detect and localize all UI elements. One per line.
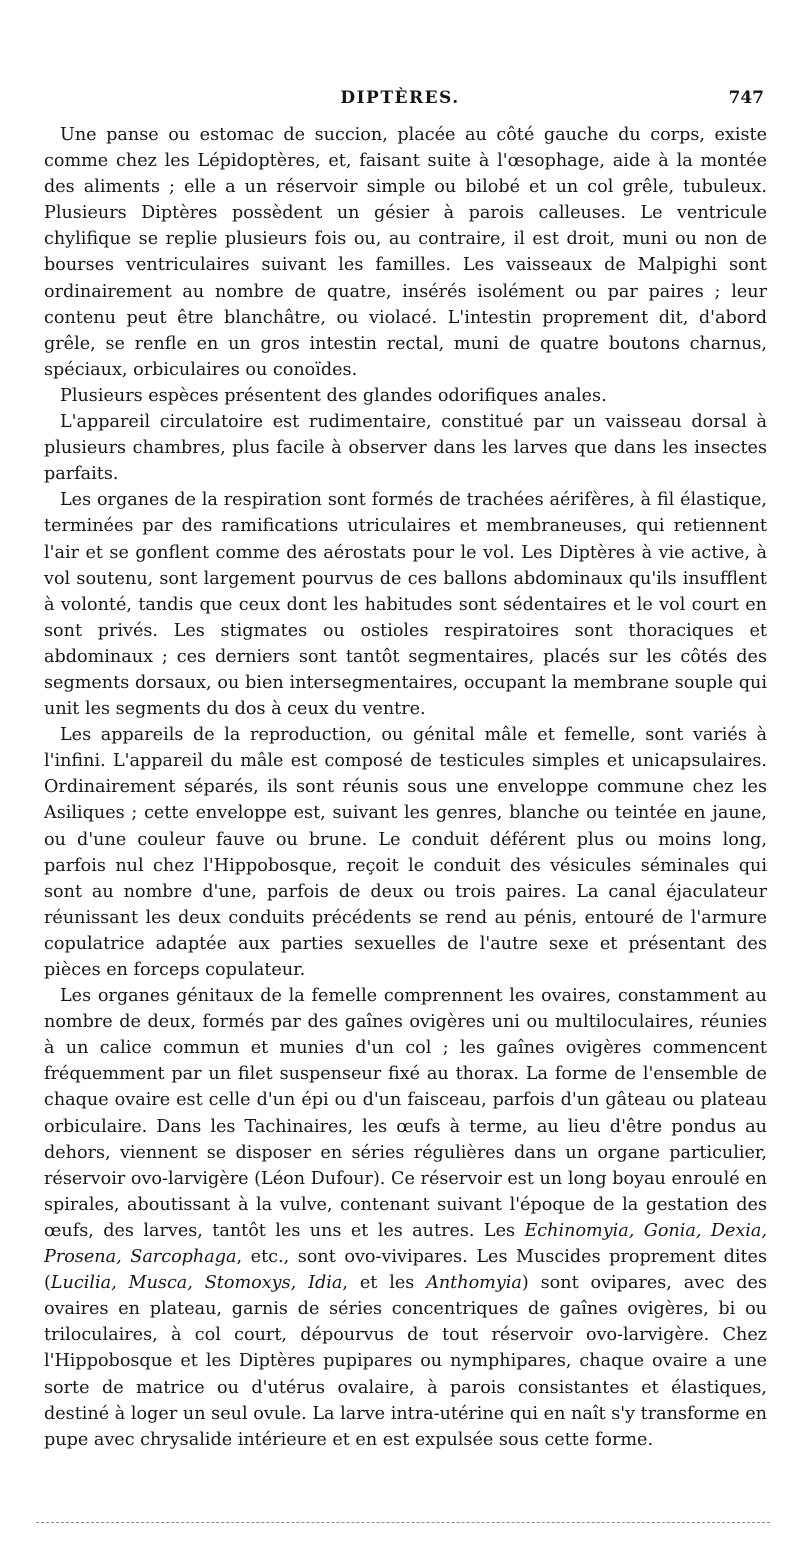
paragraph-circulatory — [44, 409, 767, 487]
running-title: DIPTÈRES. — [340, 88, 460, 108]
paragraph-digestive — [44, 122, 767, 383]
text-segment: , et les — [342, 1273, 427, 1294]
italic-genus-names: Lucilia, Musca, Stomoxys, Idia — [50, 1273, 343, 1294]
text-segment: Plusieurs espèces présentent des glandes odorifiques anales. — [60, 385, 607, 406]
text-segment: , etc., sont ovo-vivipares. Les Muscides proprement dites ( — [44, 1247, 768, 1294]
text-segment: L'appareil circulatoire est rudimentaire, constitué par un vaisseau dorsal à plusieurs chambres, plus facile à observer dans les larves que dans les insectes parfaits. — [44, 412, 767, 485]
text-segment: Les organes de la respiration sont formés de trachées aérifères, à fil élastique, terminées par des ramifications utriculaires et membraneuses, qui retiennent l'air et se gonflent comme des aérostats pour le vol. Les Diptères à vie active, à vol soutenu, sont largement pourvus de ces ballons abdominaux qu'ils insufflent à volonté, tandis que ceux dont les habitudes sont sédentaires et le vol court en sont privés. Les stigmates ou ostioles respiratoires sont thoraciques et abdominaux ; ces derniers sont tantôt segmentaires, placés sur les côtés des segments dorsaux, ou bien intersegmentaires, occupant la membrane souple qui unit les segments du dos à ceux du ventre. — [44, 490, 767, 720]
italic-genus-names: Anthomyia — [426, 1273, 522, 1294]
body-text — [44, 122, 767, 1453]
text-segment: ) sont ovipares, avec des ovaires en plateau, garnis de séries concentriques de gaînes ovigères, bi ou triloculaires, à col court, dépourvus de tout réservoir ovo-larvigère. Chez l'Hippobosque et les Diptères pupipares ou nymphipares, chaque ovaire a une sorte de matrice ou d'utérus ovalaire, à parois consistantes et élastiques, destiné à loger un seul ovule. La larve intra-utérine qui en naît s'y transforme en pupe avec chrysalide intérieure et en est expulsée sous cette forme. — [44, 1273, 767, 1450]
text-segment: Les organes génitaux de la femelle comprennent les ovaires, constamment au nombre de deux, formés par des gaînes ovigères uni ou multiloculaires, réunies à un calice commun et munies d'un col ; les gaînes ovigères commencent fréquemment par un filet suspenseur fixé au thorax. La forme de l'ensemble de chaque ovaire est celle d'un épi ou d'un faisceau, parfois d'un gâteau ou plateau orbiculaire. Dans les Tachinaires, les œufs à terme, au lieu d'être pondus au dehors, viennent se disposer en séries régulières dans un organe particulier, réservoir ovo-larvigère (Léon Dufour). Ce réservoir est un long boyau enroulé en spirales, aboutissant à la vulve, contenant suivant l'époque de la gestation des œufs, des larves, tantôt les uns et les autres. Les — [44, 986, 767, 1241]
paragraph-anal-glands — [44, 383, 767, 409]
text-segment: Les appareils de la reproduction, ou génital mâle et femelle, sont variés à l'infini. L'appareil du mâle est composé de testicules simples et unicapsulaires. Ordinairement séparés, ils sont réunis sous une enveloppe commune chez les Asiliques ; cette enveloppe est, suivant les genres, blanche ou teintée en jaune, ou d'une couleur fauve ou brune. Le conduit déférent plus ou moins long, parfois nul chez l'Hippobosque, reçoit le conduit des vésicules séminales qui sont au nombre d'une, parfois de deux ou trois paires. La canal éjaculateur réunissant les deux conduits précédents se rend au pénis, entouré de l'armure copulatrice adaptée aux parties sexuelles de l'autre sexe et présentant des pièces en forceps copulateur. — [44, 725, 767, 980]
bottom-rule — [36, 1522, 770, 1523]
paragraph-female-reproduction — [44, 983, 767, 1453]
paragraph-male-reproduction — [44, 722, 767, 983]
page-number: 747 — [728, 88, 764, 108]
italic-genus-names: Echinomyia, Gonia, Dexia, Prosena, Sarcophaga — [44, 1220, 767, 1268]
paragraph-respiration — [44, 487, 767, 722]
text-segment: Une panse ou estomac de succion, placée au côté gauche du corps, existe comme chez les Lépidoptères, et, faisant suite à l'œsophage, aide à la montée des aliments ; elle a un réservoir simple ou bilobé et un col grêle, tubuleux. Plusieurs Diptères possèdent un gésier à parois calleuses. Le ventricule chylifique se replie plusieurs fois ou, au contraire, il est droit, muni ou non de bourses ventriculaires suivant les familles. Les vaisseaux de Malpighi sont ordinairement au nombre de quatre, insérés isolément ou par paires ; leur contenu peut être blanchâtre, ou violacé. L'intestin proprement dit, d'abord grêle, se renfle en un gros intestin rectal, muni de quatre boutons charnus, spéciaux, orbiculaires ou conoïdes. — [44, 125, 767, 380]
